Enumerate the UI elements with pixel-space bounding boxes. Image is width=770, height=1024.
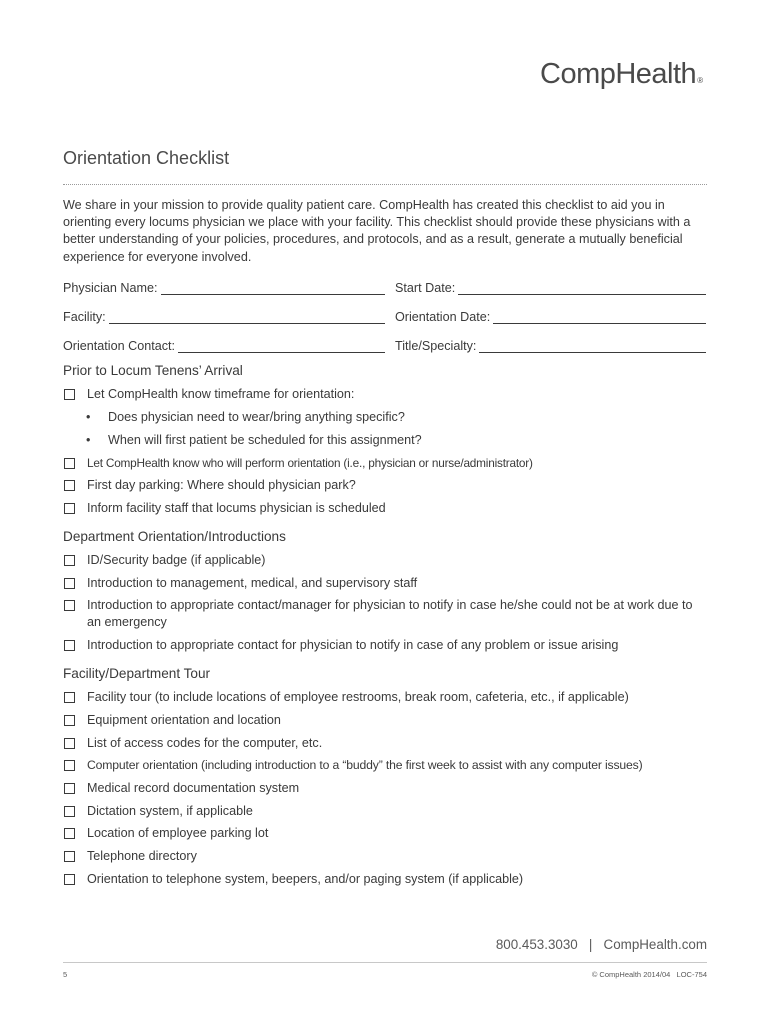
start-date-field	[395, 277, 706, 295]
physician-name-input[interactable]	[161, 281, 386, 295]
checkbox[interactable]	[64, 738, 75, 749]
checklist-item	[63, 500, 713, 517]
checkbox[interactable]	[64, 458, 75, 469]
orientation-contact-input[interactable]	[178, 339, 385, 353]
checkbox[interactable]	[64, 783, 75, 794]
checklist-item-label: ID/Security badge (if applicable)	[87, 553, 266, 567]
orientation-date-field	[395, 306, 706, 324]
checkbox[interactable]	[64, 715, 75, 726]
checklist-item	[63, 597, 703, 631]
checkbox[interactable]	[64, 389, 75, 400]
orientation-date-label: Orientation Date:	[395, 310, 491, 324]
checklist-item	[63, 637, 713, 654]
checkbox[interactable]	[64, 600, 75, 611]
checklist-item-label: Facility tour (to include locations of employee restrooms, break room, cafeteria, etc., if applicable)	[87, 690, 629, 704]
start-date-label: Start Date:	[395, 281, 456, 295]
checklist-item	[63, 757, 713, 774]
title-specialty-input[interactable]	[479, 339, 706, 353]
checkbox[interactable]	[64, 640, 75, 651]
start-date-input[interactable]	[458, 281, 706, 295]
checklist-item	[63, 871, 713, 888]
logo-text: CompHealth	[540, 58, 697, 90]
checklist-item-label: Introduction to appropriate contact for physician to notify in case of any problem or issue arising	[87, 638, 619, 652]
orientation-contact-label: Orientation Contact:	[63, 339, 176, 353]
section-heading-prior: Prior to Locum Tenens’ Arrival	[63, 363, 243, 378]
bullet-icon: •	[86, 410, 91, 424]
orientation-date-input[interactable]	[493, 310, 706, 324]
checkbox[interactable]	[64, 692, 75, 703]
checklist-item-label: Let CompHealth know timeframe for orientation:	[87, 387, 355, 401]
checklist-item	[63, 803, 713, 820]
physician-name-field	[63, 277, 385, 295]
checklist-item	[63, 477, 713, 494]
intro-paragraph: We share in your mission to provide quality patient care. CompHealth has created this checklist to aid you in orienting every locums physician we place with your facility. This checklist should provide these physicians with a better understanding of your policies, procedures, and protocols, and as a result, generate a mutually beneficial experience for everyone involved.	[63, 198, 691, 264]
bullet-item	[86, 432, 422, 449]
checklist-item	[63, 575, 713, 592]
facility-label: Facility:	[63, 310, 106, 324]
facility-field	[63, 306, 385, 324]
checkbox[interactable]	[64, 828, 75, 839]
checklist-item	[63, 780, 713, 797]
orientation-contact-field	[63, 335, 385, 353]
checkbox[interactable]	[64, 874, 75, 885]
facility-input[interactable]	[109, 310, 385, 324]
checklist-item-label: Dictation system, if applicable	[87, 804, 253, 818]
checklist-item-label: List of access codes for the computer, etc.	[87, 736, 323, 750]
checklist-item-label: Equipment orientation and location	[87, 713, 281, 727]
checklist-item-label: Introduction to appropriate contact/manager for physician to notify in case he/she could not be at work due to an emergency	[87, 598, 693, 629]
checklist-item	[63, 735, 713, 752]
checkbox[interactable]	[64, 578, 75, 589]
registered-mark: ®	[697, 76, 703, 85]
page-title: Orientation Checklist	[63, 148, 230, 168]
bullet-item	[86, 409, 405, 426]
checklist-item-label: Introduction to management, medical, and supervisory staff	[87, 576, 418, 590]
checklist-item-label: Inform facility staff that locums physician is scheduled	[87, 501, 386, 515]
checklist-item-label: First day parking: Where should physician park?	[87, 478, 356, 492]
checkbox[interactable]	[64, 503, 75, 514]
physician-name-label: Physician Name:	[63, 281, 158, 295]
title-specialty-field	[395, 335, 706, 353]
bullet-item-label: Does physician need to wear/bring anything specific?	[108, 410, 405, 424]
footer-divider	[63, 962, 707, 963]
checklist-item-label: Let CompHealth know who will perform orientation (i.e., physician or nurse/administrator)	[87, 456, 533, 470]
checklist-item	[63, 848, 713, 865]
checklist-item	[63, 689, 713, 706]
section-heading-tour: Facility/Department Tour	[63, 666, 211, 681]
title-divider	[63, 184, 707, 185]
checkbox[interactable]	[64, 480, 75, 491]
bullet-item-label: When will first patient be scheduled for this assignment?	[108, 433, 422, 447]
checklist-item	[63, 552, 713, 569]
checklist-item-label: Computer orientation (including introduction to a “buddy” the first week to assist with any computer issues)	[87, 758, 643, 772]
checklist-item-label: Location of employee parking lot	[87, 826, 269, 840]
comphealth-logo	[540, 58, 710, 98]
checkbox[interactable]	[64, 555, 75, 566]
checkbox[interactable]	[64, 851, 75, 862]
bullet-icon: •	[86, 433, 91, 447]
checklist-item	[63, 825, 713, 842]
checklist-item-label: Telephone directory	[87, 849, 197, 863]
checklist-item-label: Medical record documentation system	[87, 781, 300, 795]
footer-contact: 800.453.3030 | CompHealth.com	[495, 937, 707, 952]
checkbox[interactable]	[64, 806, 75, 817]
checklist-item	[63, 712, 713, 729]
title-specialty-label: Title/Specialty:	[395, 339, 477, 353]
checklist-item	[63, 455, 713, 472]
copyright: © CompHealth 2014/04 LOC-754	[591, 970, 707, 979]
checklist-item	[63, 386, 713, 403]
section-heading-department: Department Orientation/Introductions	[63, 529, 286, 544]
page-number: 5	[63, 970, 68, 979]
checkbox[interactable]	[64, 760, 75, 771]
checklist-item-label: Orientation to telephone system, beepers, and/or paging system (if applicable)	[87, 872, 524, 886]
